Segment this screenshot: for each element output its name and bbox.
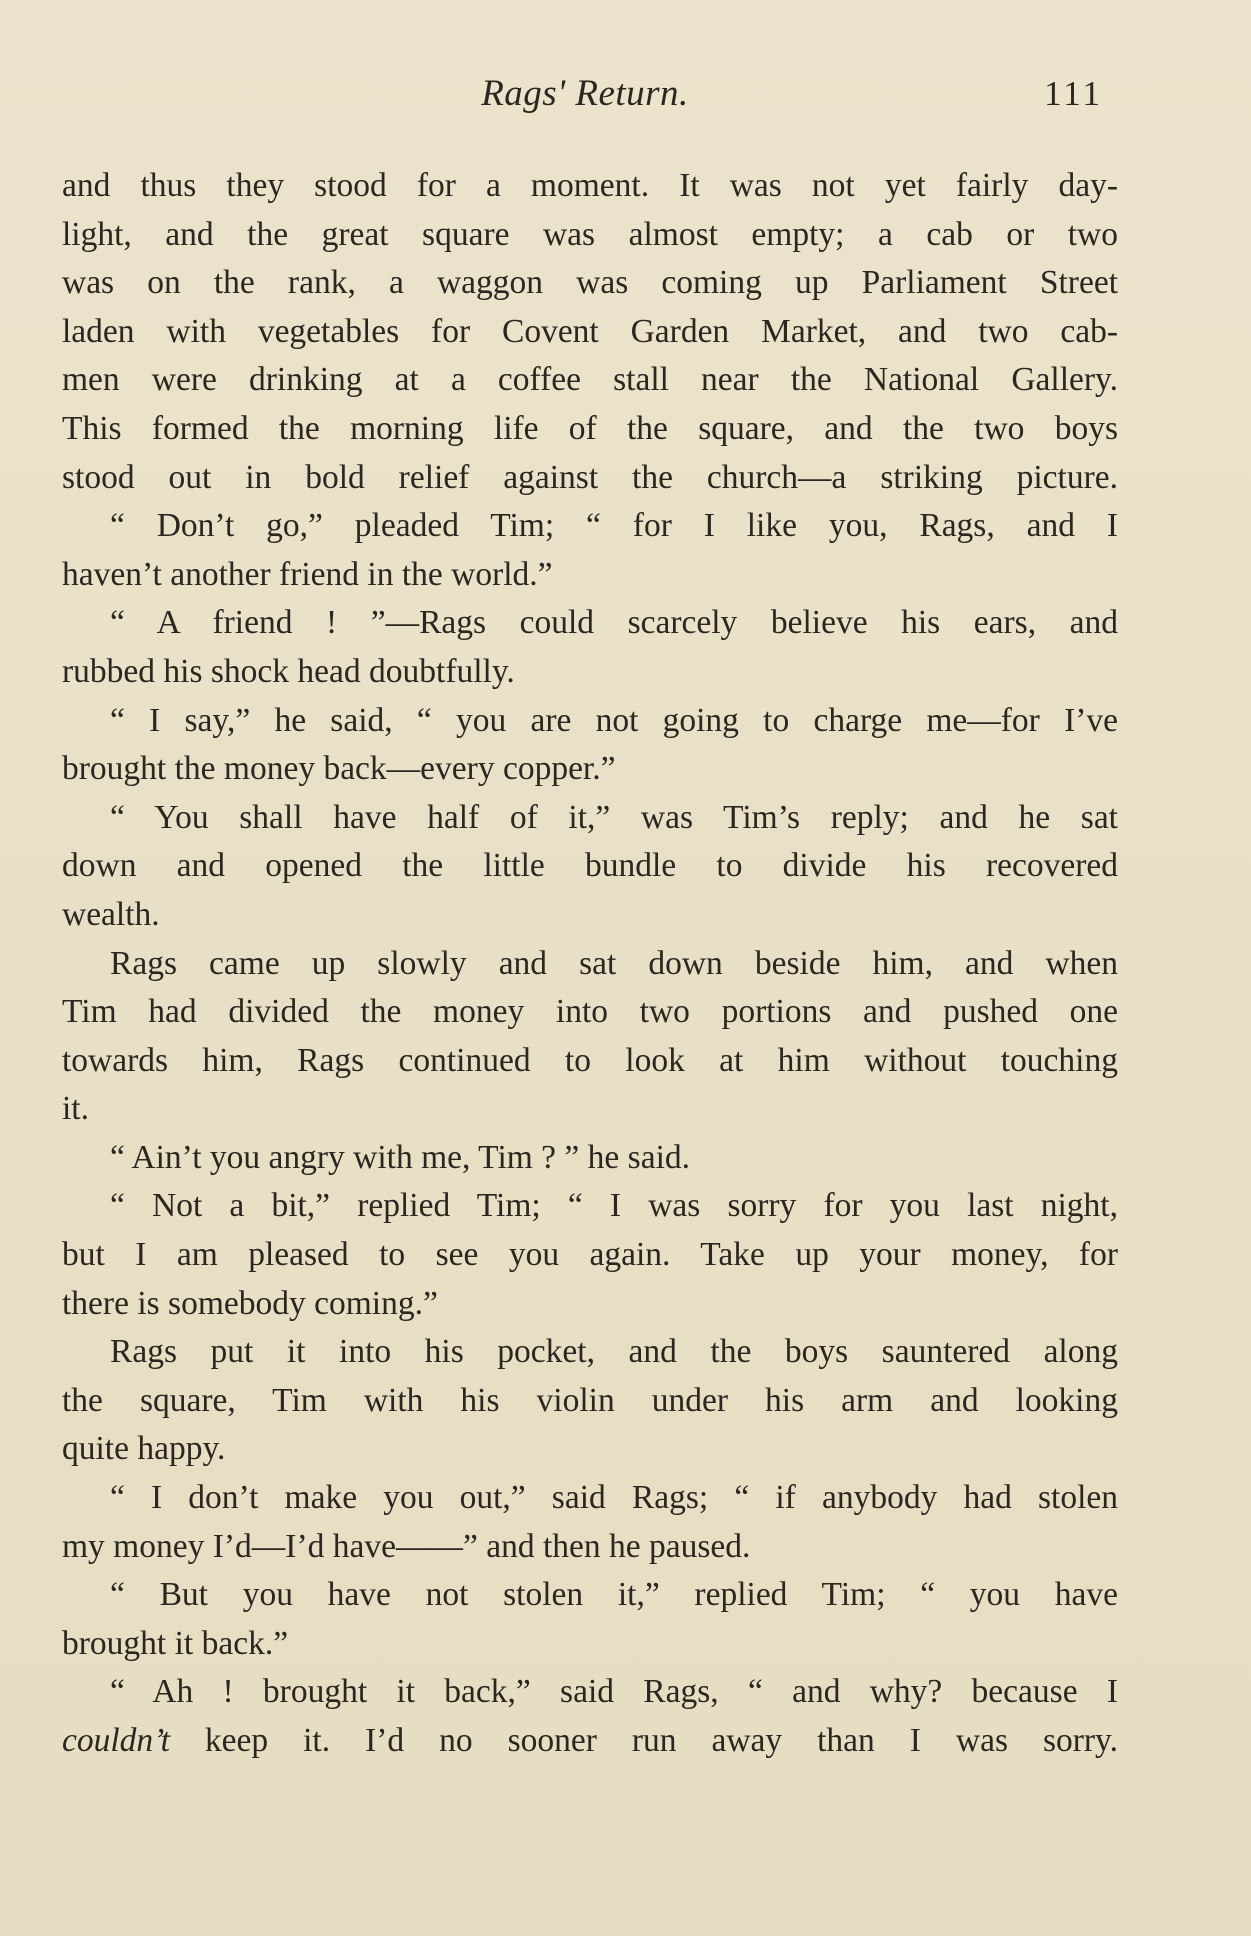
line-text: it. xyxy=(62,1090,89,1128)
text-line xyxy=(62,1328,1118,1377)
line-text: brought it back.” xyxy=(62,1624,289,1662)
line-text: my money I’d—I’d have——” and then he paused. xyxy=(62,1527,751,1565)
text-line xyxy=(62,1425,1118,1474)
text-line xyxy=(62,308,1118,357)
text-line xyxy=(62,259,1118,308)
line-text: Rags put it into his pocket, and the boys sauntered along xyxy=(110,1333,1118,1371)
line-text: “ You shall have half of it,” was Tim’s reply; and he sat xyxy=(110,798,1118,836)
page-header xyxy=(0,72,1251,122)
text-line xyxy=(62,842,1118,891)
line-text: “ But you have not stolen it,” replied Tim; “ you have xyxy=(110,1576,1118,1614)
line-text: towards him, Rags continued to look at him without touching xyxy=(62,1041,1118,1079)
text-line xyxy=(62,940,1118,989)
line-text: rubbed his shock head doubtfully. xyxy=(62,652,515,690)
text-line xyxy=(62,1523,1118,1572)
line-text: This formed the morning life of the square, and the two boys xyxy=(62,409,1118,447)
text-line xyxy=(62,405,1118,454)
line-text: Tim had divided the money into two portions and pushed one xyxy=(62,993,1118,1031)
text-line xyxy=(62,551,1118,600)
line-text: keep it. I’d no sooner run away than I was sorry. xyxy=(169,1722,1118,1759)
text-line xyxy=(62,1717,1118,1766)
text-line xyxy=(62,1377,1118,1426)
text-line xyxy=(62,211,1118,260)
line-text: Rags came up slowly and sat down beside him, and when xyxy=(110,944,1118,982)
line-text: down and opened the little bundle to divide his recovered xyxy=(62,847,1118,885)
line-text: wealth. xyxy=(62,895,160,933)
line-text: “ Ah ! brought it back,” said Rags, “ and why? because I xyxy=(110,1673,1118,1711)
line-text: “ Ain’t you angry with me, Tim ? ” he said. xyxy=(110,1138,691,1176)
text-line xyxy=(62,1280,1118,1329)
text-line xyxy=(62,1620,1118,1669)
line-text: “ Don’t go,” pleaded Tim; “ for I like you, Rags, and I xyxy=(110,507,1118,545)
line-text: “ I don’t make you out,” said Rags; “ if anybody had stolen xyxy=(110,1479,1118,1517)
text-line xyxy=(62,745,1118,794)
line-text: but I am pleased to see you again. Take up your money, for xyxy=(62,1236,1118,1274)
line-text: “ Not a bit,” replied Tim; “ I was sorry for you last night, xyxy=(110,1187,1118,1225)
text-line xyxy=(62,1231,1118,1280)
line-text: haven’t another friend in the world.” xyxy=(62,555,553,593)
running-title: Rags' Return. xyxy=(481,73,689,114)
text-line xyxy=(62,1085,1118,1134)
line-text: “ A friend ! ”—Rags could scarcely believe his ears, and xyxy=(110,604,1118,642)
line-text: laden with vegetables for Covent Garden Market, and two cab- xyxy=(62,312,1118,350)
text-line xyxy=(62,891,1118,940)
page-number: 111 xyxy=(1044,74,1103,113)
text-line xyxy=(62,988,1118,1037)
text-line xyxy=(62,1571,1118,1620)
italic-word: couldn’t xyxy=(62,1722,170,1759)
text-line xyxy=(62,1134,1118,1183)
line-text: the square, Tim with his violin under his arm and looking xyxy=(62,1381,1118,1419)
line-text: stood out in bold relief against the church—a striking picture. xyxy=(62,458,1118,496)
text-line xyxy=(62,599,1118,648)
line-text: and thus they stood for a moment. It was not yet fairly day- xyxy=(62,167,1118,204)
text-line xyxy=(62,502,1118,551)
text-line xyxy=(62,648,1118,697)
line-text: “ I say,” he said, “ you are not going to charge me—for I’ve xyxy=(110,701,1118,739)
text-line xyxy=(62,1474,1118,1523)
text-line xyxy=(62,1182,1118,1231)
text-line xyxy=(62,794,1118,843)
text-line xyxy=(62,697,1118,746)
body-text xyxy=(62,162,1118,1766)
line-text: was on the rank, a waggon was coming up Parliament Street xyxy=(62,264,1118,302)
text-line xyxy=(62,1037,1118,1086)
line-text: brought the money back—every copper.” xyxy=(62,750,616,788)
line-text: there is somebody coming.” xyxy=(62,1284,438,1322)
text-line xyxy=(62,162,1118,211)
text-line xyxy=(62,454,1118,503)
line-text: light, and the great square was almost empty; a cab or two xyxy=(62,215,1118,253)
text-line xyxy=(62,356,1118,405)
line-text: quite happy. xyxy=(62,1430,226,1468)
text-line xyxy=(62,1668,1118,1717)
line-text: men were drinking at a coffee stall near the National Gallery. xyxy=(62,361,1118,399)
